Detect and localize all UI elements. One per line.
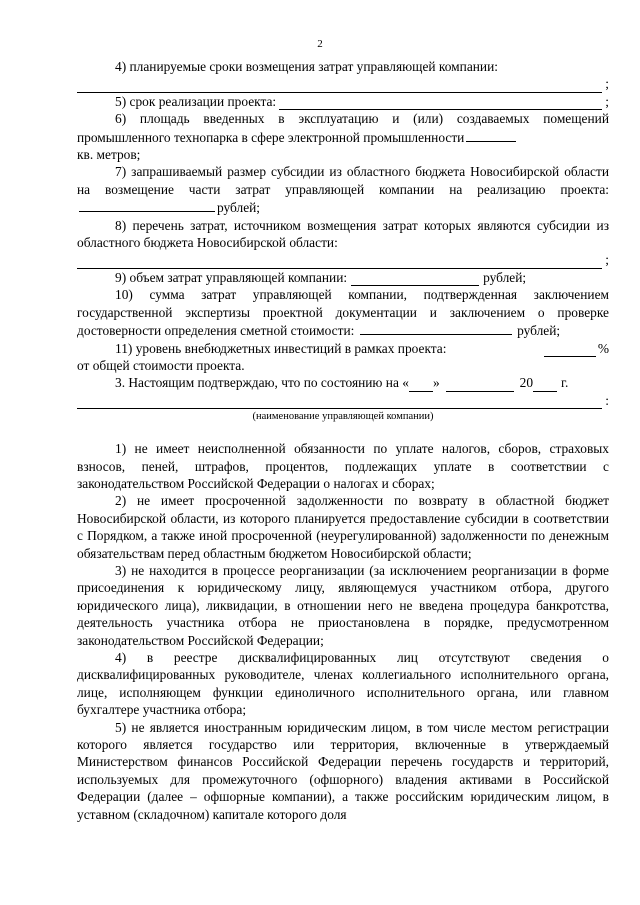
section-3-end: : (605, 392, 609, 408)
item-9 (77, 269, 609, 286)
item-8-answer-line (77, 251, 609, 268)
item-7-blank[interactable] (79, 198, 215, 212)
section-3-year-end: г. (561, 375, 569, 391)
item-4-end: ; (605, 76, 609, 92)
date-month-blank[interactable] (446, 378, 514, 392)
item-10-unit: рублей; (517, 323, 561, 339)
confirmation-3: 3) не находится в процессе реорганизации (за исключением реорганизации в форме присоединения к юридическому лицу, являющемуся участником отбора, другого юридического лица), ликвидации, в отношении него не введена процедура банкротства, деятельность участника отбора не приостановлена в порядке, предусмотренном законодательством Российской Федерации; (77, 562, 609, 648)
item-9-blank[interactable] (351, 272, 479, 286)
item-8-blank[interactable] (77, 255, 602, 269)
item-8-end: ; (605, 252, 609, 268)
item-11-blank[interactable] (544, 343, 596, 357)
item-11-label: 11) уровень внебюджетных инвестиций в рамках проекта: (115, 340, 447, 356)
item-9-text: 9) объем затрат управляющей компании: (115, 269, 348, 285)
confirmation-1: 1) не имеет неисполненной обязанности по уплате налогов, сборов, страховых взносов, пеней, штрафов, процентов, подлежащих уплате в соответствии с законодательством Российской Федерации о налогах и сборах; (77, 441, 609, 491)
item-5-end: ; (605, 93, 609, 109)
company-name-line (77, 392, 609, 409)
item-11-tail: от общей стоимости проекта. (77, 357, 245, 373)
item-7-text (77, 163, 609, 216)
item-9-unit: рублей; (483, 269, 527, 285)
section-3-year: 20 (519, 375, 534, 391)
item-8-text: 8) перечень затрат, источником возмещения затрат которых являются субсидии из областного бюджета Новосибирской области: (77, 217, 609, 251)
confirmation-5: 5) не является иностранным юридическим лицом, в том числе местом регистрации которого является государство или территория, включенные в утверждаемый Министерством финансов Российской Федерации перечень государств и территорий, используемых для промежуточного (офшорного) владения активами в Российской Федерации (далее – офшорные компании), а также российским юридическим лицом, в уставном (складочном) капитале которого доля (77, 719, 609, 822)
page-number: 2 (317, 38, 323, 50)
item-5 (77, 93, 609, 110)
item-6-label: 6) площадь введенных в эксплуатацию и (или) создаваемых помещений промышленного технопарка в сфере электронной промышленности (77, 111, 609, 145)
document-body (77, 58, 609, 823)
item-5-text: 5) срок реализации проекта: (115, 93, 277, 109)
item-10-text (77, 286, 609, 339)
item-11-unit: % (597, 340, 609, 356)
item-10-label: 10) сумма затрат управляющей компании, подтвержденная заключением государственной экспертизы проектной документации и заключением о проверке достоверности определения сметной стоимости: (77, 287, 609, 339)
section-3-text: 3. Настоящим подтверждаю, что по состоянию на « (115, 375, 409, 391)
item-5-blank[interactable] (279, 96, 602, 110)
company-name-blank[interactable] (77, 395, 602, 409)
company-name-caption: (наименование управляющей компании) (252, 411, 434, 423)
item-11 (77, 340, 609, 357)
item-6-text (77, 110, 609, 146)
section-3 (77, 374, 609, 391)
confirmation-2: 2) не имеет просроченной задолженности по возврату в областной бюджет Новосибирской области, из которого планируется предоставление субсидии в соответствии с Порядком, а также иной просроченной (неурегулированной) задолженности по денежным обязательствам перед областным бюджетом Новосибирской области; (77, 493, 609, 561)
item-4-blank[interactable] (77, 79, 602, 93)
item-7-label: 7) запрашиваемый размер субсидии из областного бюджета Новосибирской области на возмещение части затрат управляющей компании на реализацию проекта: (77, 164, 609, 197)
section-3-quote-close: » (432, 375, 440, 391)
item-11-text (115, 340, 538, 357)
item-4-answer-line (77, 75, 609, 92)
confirmation-4: 4) в реестре дисквалифицированных лиц отсутствуют сведения о дисквалифицированных руководителе, членах коллегиального исполнительного органа, лице, исполняющем функции единоличного исполнительного органа, или главном бухгалтере участника отбора; (77, 650, 609, 718)
item-7-unit: рублей; (217, 200, 261, 216)
date-day-blank[interactable] (409, 378, 433, 392)
item-6-blank[interactable] (466, 128, 516, 142)
item-4-text: 4) планируемые сроки возмещения затрат управляющей компании: (115, 59, 498, 74)
item-6-unit: кв. метров; (77, 147, 141, 163)
item-10-blank[interactable] (360, 321, 512, 335)
date-year-blank[interactable] (533, 378, 557, 392)
